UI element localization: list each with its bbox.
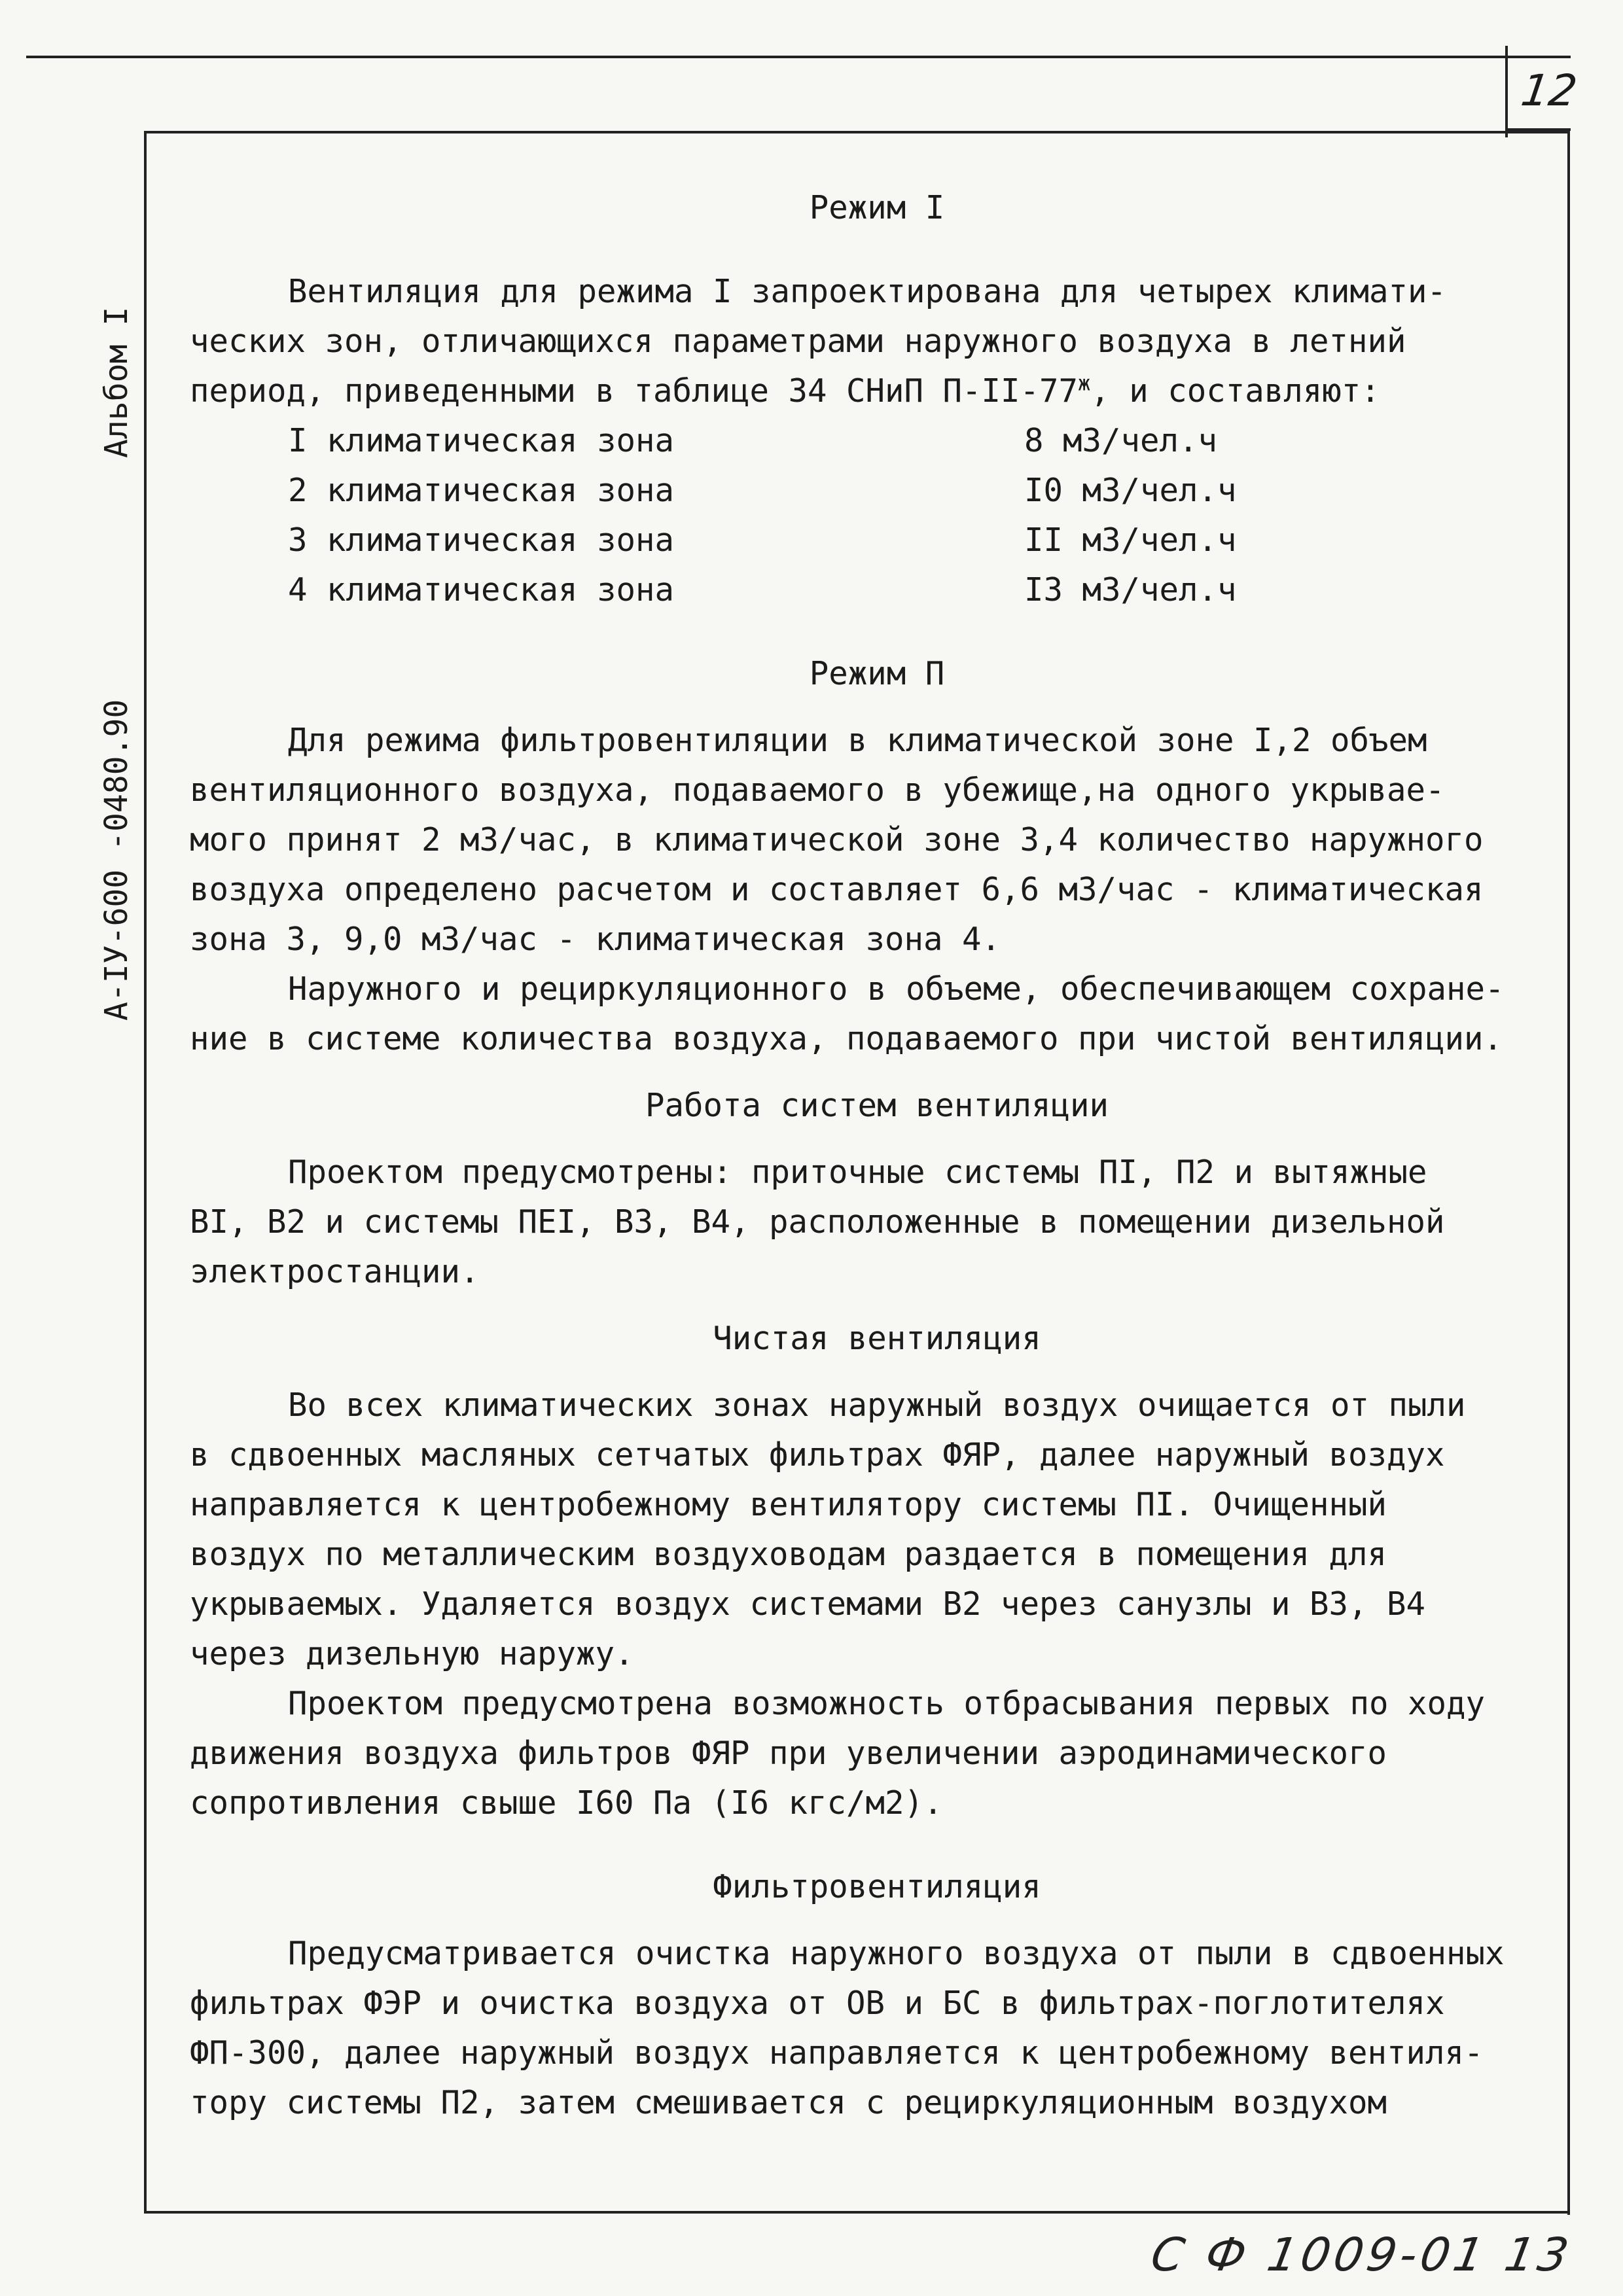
paragraph-line: направляется к центробежному вентилятору системы ПI. Очищенный: [190, 1486, 1387, 1523]
paragraph-line: Вентиляция для режима I запроектирована для четырех климати-: [288, 273, 1447, 310]
paragraph-line: Предусматривается очистка наружного воздуха от пыли в сдвоенных: [288, 1935, 1505, 1972]
heading-mode-1: Режим I: [809, 189, 945, 226]
bottom-document-code: С Ф 1009-01 13: [1147, 2228, 1577, 2282]
document-body: [190, 183, 1564, 2128]
paragraph-line: BI, B2 и системы ПЕI, B3, B4, расположенные в помещении дизельной: [190, 1203, 1445, 1241]
side-document-code: А-IУ-600 -0480.90: [98, 699, 135, 1021]
heading-filter-ventilation: Фильтровентиляция: [713, 1868, 1041, 1905]
paragraph-line: Наружного и рециркуляционного в объеме, обеспечивающем сохране-: [288, 970, 1505, 1008]
paragraph-line: движения воздуха фильтров ФЯР при увеличении аэродинамического: [190, 1735, 1387, 1772]
paragraph-line: электростанции.: [190, 1253, 480, 1290]
top-rule: [26, 56, 1571, 58]
heading-systems: Работа систем вентиляции: [645, 1087, 1109, 1124]
zone-row: 3 климатическая зона II м3/чел.ч: [288, 521, 1237, 559]
page-frame-right: [1567, 131, 1570, 2215]
paragraph-line: сопротивления свыше I60 Па (I6 кгс/м2).: [190, 1784, 943, 1822]
paragraph-line: ние в системе количества воздуха, подаваемого при чистой вентиляции.: [190, 1020, 1503, 1057]
paragraph-line: вентиляционного воздуха, подаваемого в убежище,на одного укрывае-: [190, 771, 1445, 809]
paragraph-line: Проектом предусмотрены: приточные системы ПI, П2 и вытяжные: [288, 1154, 1427, 1191]
page-number-box-left: [1505, 46, 1508, 137]
paragraph-line: Для режима фильтровентиляции в климатической зоне I,2 объем: [288, 722, 1427, 759]
side-album-label: Альбом I: [98, 306, 135, 458]
paragraph-line: воздух по металлическим воздуховодам раздается в помещения для: [190, 1536, 1387, 1573]
paragraph-line: ФП-300, далее наружный воздух направляется к центробежному вентиля-: [190, 2034, 1484, 2072]
paragraph-line: фильтрах ФЭР и очистка воздуха от ОВ и БС в фильтрах-поглотителях: [190, 1985, 1445, 2022]
footnote-mark: ж: [1078, 370, 1091, 396]
paragraph-line: Проектом предусмотрена возможность отбрасывания первых по ходу: [288, 1685, 1486, 1722]
paragraph-line: воздуха определено расчетом и составляет 6,6 м3/час - климатическая: [190, 871, 1484, 908]
heading-clean-ventilation: Чистая вентиляция: [713, 1320, 1041, 1357]
zone-row: 4 климатическая зона I3 м3/чел.ч: [288, 571, 1237, 609]
paragraph-line: в сдвоенных масляных сетчатых фильтрах ФЯР, далее наружный воздух: [190, 1436, 1445, 1474]
paragraph-line: ческих зон, отличающихся параметрами наружного воздуха в летний: [190, 323, 1406, 360]
heading-mode-2: Режим П: [809, 655, 945, 692]
paragraph-line: через дизельную наружу.: [190, 1635, 634, 1672]
page-number: 12: [1518, 65, 1580, 116]
paragraph-line: мого принят 2 м3/час, в климатической зоне 3,4 количество наружного: [190, 821, 1484, 858]
zone-row: I климатическая зона 8 м3/чел.ч: [288, 422, 1218, 459]
paragraph-line: тору системы П2, затем смешивается с рециркуляционным воздухом: [190, 2084, 1387, 2121]
paragraph-line: укрываемых. Удаляется воздух системами B2 через санузлы и B3, B4: [190, 1585, 1426, 1623]
paragraph-line: Во всех климатических зонах наружный воздух очищается от пыли: [288, 1386, 1466, 1424]
paragraph-line: зона 3, 9,0 м3/час - климатическая зона 4.: [190, 921, 1001, 958]
paragraph-line: период, приведенными в таблице 34 СНиП $П-II-77^ж$, и составляют:: [190, 370, 1380, 410]
zone-row: 2 климатическая зона I0 м3/чел.ч: [288, 472, 1237, 509]
